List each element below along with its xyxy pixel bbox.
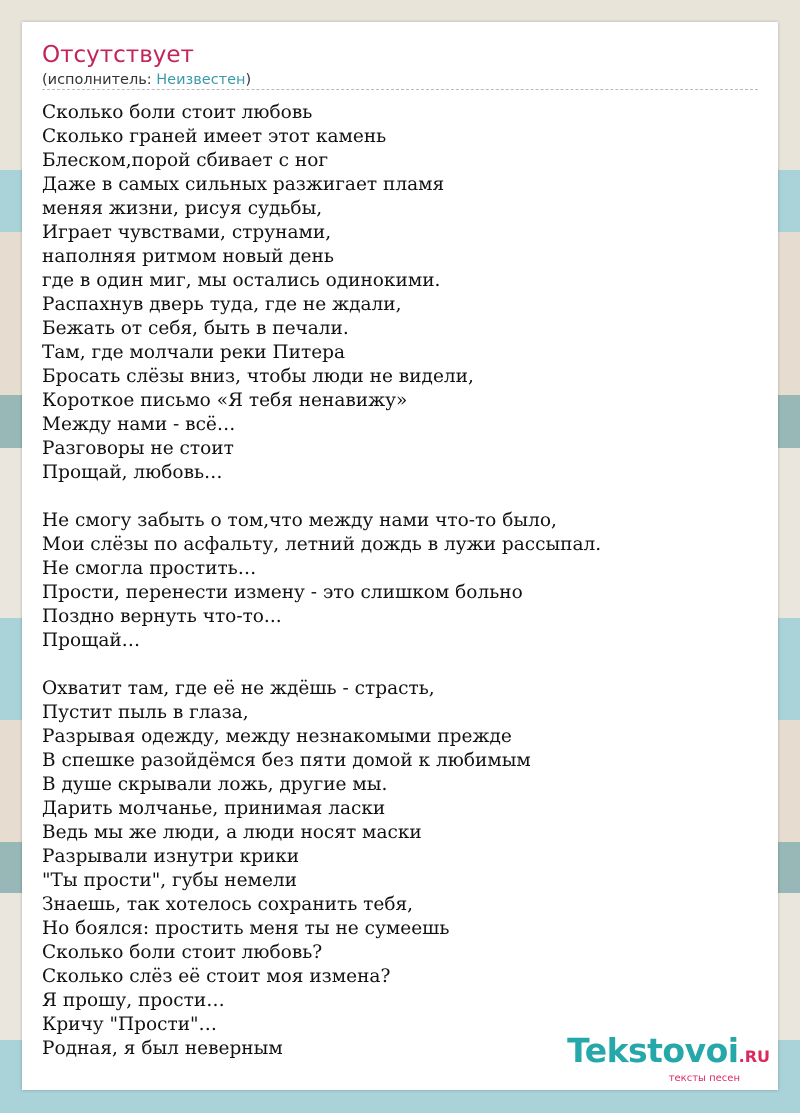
lyric-line: Сколько боли стоит любовь? — [42, 942, 323, 963]
lyric-line: Даже в самых сильных разжигает пламя — [42, 174, 445, 195]
lyric-line: Играет чувствами, струнами, — [42, 222, 332, 243]
lyric-line: Кричу "Прости"… — [42, 1014, 218, 1035]
artist-link[interactable]: Неизвестен — [156, 72, 246, 88]
lyric-line: Прости, перенести измену - это слишком больно — [42, 582, 523, 603]
artist-line — [42, 72, 251, 88]
lyric-line: Бежать от себя, быть в печали. — [42, 318, 349, 339]
lyrics-card — [22, 22, 778, 1090]
lyric-line: Распахнув дверь туда, где не ждали, — [42, 294, 402, 315]
lyrics-text — [42, 101, 752, 1061]
lyric-line: Поздно вернуть что-то... — [42, 606, 282, 627]
lyric-line: Но боялся: простить меня ты не сумеешь — [42, 918, 450, 939]
lyric-line: Разрывали изнутри крики — [42, 846, 300, 867]
lyric-line: где в один миг, мы остались одинокими. — [42, 270, 441, 291]
site-logo[interactable] — [567, 1031, 770, 1084]
lyric-line: Я прошу, прости… — [42, 990, 225, 1011]
lyric-line: Прощай, любовь… — [42, 462, 223, 483]
logo-name: Tekstovoi — [567, 1031, 739, 1070]
lyric-line: Сколько граней имеет этот камень — [42, 126, 387, 147]
lyric-line: Не смогла простить… — [42, 558, 257, 579]
song-title: Отсутствует — [42, 42, 194, 68]
lyric-line: Блеском,порой сбивает с ног — [42, 150, 329, 171]
lyric-line: Охватит там, где её не ждёшь - страсть, — [42, 678, 435, 699]
lyric-line: Разрывая одежду, между незнакомыми прежде — [42, 726, 512, 747]
stanza-break — [42, 653, 752, 677]
lyric-line: Разговоры не стоит — [42, 438, 234, 459]
lyric-line: Пустит пыль в глаза, — [42, 702, 249, 723]
lyric-line: Мои слёзы по асфальту, летний дождь в лужи рассыпал. — [42, 534, 602, 555]
lyric-line: Дарить молчанье, принимая ласки — [42, 798, 386, 819]
divider — [42, 89, 758, 90]
lyric-line: Прощай… — [42, 630, 141, 651]
lyric-line: Там, где молчали реки Питера — [42, 342, 346, 363]
lyric-line: Ведь мы же люди, а люди носят маски — [42, 822, 422, 843]
lyric-line: Короткое письмо «Я тебя ненавижу» — [42, 390, 408, 411]
lyric-line: Не смогу забыть о том,что между нами что-то было, — [42, 510, 557, 531]
lyric-line: Сколько слёз её стоит моя измена? — [42, 966, 391, 987]
lyric-line: В душе скрывали ложь, другие мы. — [42, 774, 388, 795]
lyric-line: Бросать слёзы вниз, чтобы люди не видели, — [42, 366, 474, 387]
lyric-line: Знаешь, так хотелось сохранить тебя, — [42, 894, 414, 915]
artist-prefix: (исполнитель: — [42, 72, 157, 88]
lyric-line: меняя жизни, рисуя судьбы, — [42, 198, 323, 219]
logo-tld: .RU — [738, 1047, 770, 1066]
lyric-line: "Ты прости", губы немели — [42, 870, 297, 891]
logo-tagline: тексты песен — [668, 1073, 740, 1084]
lyric-line: В спешке разойдёмся без пяти домой к любимым — [42, 750, 531, 771]
lyric-line: Между нами - всё… — [42, 414, 236, 435]
logo-wordmark — [567, 1031, 770, 1074]
artist-suffix: ) — [245, 72, 252, 88]
lyric-line: наполняя ритмом новый день — [42, 246, 334, 267]
lyric-line: Родная, я был неверным — [42, 1038, 283, 1059]
lyric-line: Сколько боли стоит любовь — [42, 102, 313, 123]
stanza-break — [42, 485, 752, 509]
